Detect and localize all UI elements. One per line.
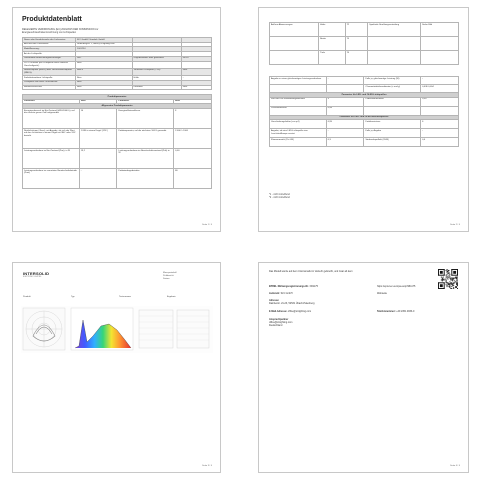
dimension-row-cell: Spektrale Strahlungsverteilung: [368, 23, 421, 37]
email-label: E-Mail-Adresse:: [269, 310, 288, 313]
led-net-row-cell: 0,95: [326, 120, 364, 129]
supplier-row-cell: NDLS: [181, 56, 211, 61]
parameter-row: [23, 149, 212, 169]
datasheet-page-3: [12, 262, 221, 473]
led-net-row-cell: Flimmermetrik (Pst LM): [270, 138, 327, 147]
led-net-row-cell: Falls ja, Angabe: [364, 129, 421, 138]
supplier-row-cell: Nein: [75, 61, 132, 68]
parameter-row-cell: 0,00: [174, 149, 212, 169]
supplier-row-cell: Lichtquelle mit hoher Leuchtdichte:: [23, 80, 76, 85]
parameter-row-cell: Farbtemperatur, auf die nächsten 100 K gerundet: [117, 129, 174, 149]
led-net-row-cell: Angabe, ob eine LED-Lichtquelle eine Leuchtstofflampe ersetzt: [270, 129, 327, 138]
led-net-row-cell: 0,3: [326, 138, 364, 147]
led-row-cell: 0,90: [421, 97, 459, 106]
country-value: Deutschland: [269, 324, 283, 327]
supplier-row-cell: Nein: [181, 68, 211, 75]
led-net-row: [270, 120, 459, 129]
address-label: Adresse:: [269, 299, 280, 302]
supplier-row-cell: 1001234: [75, 47, 132, 52]
parameter-row-cell: Nutzlichtstrom (Φuse), mit Angabe, ob sich der Wert auf den Lichtstrom in einem Kegel mit 360° oder 120° bezieht: [23, 129, 80, 149]
led-row-cell: 5: [326, 97, 364, 106]
supplier-row-cell: Gutenbergstr. 1, office@sl-lighting.com: [75, 42, 132, 47]
equivalent-row-cell: [326, 85, 364, 93]
supplier-label: Lieferant:: [269, 292, 280, 295]
led-row-cell: Lebensdauerfaktor: [364, 97, 421, 106]
contact-value[interactable]: office@sl-lighting.com: [269, 321, 293, 324]
equivalent-row-cell: [270, 85, 327, 93]
page-title: Produktdatenblatt: [22, 16, 82, 23]
product-parameters-table: [22, 94, 212, 189]
supplier-value: SLV GmbH: [280, 292, 293, 295]
supplier-row-cell: Modellkennung:: [23, 47, 76, 52]
parameter-row-cell: 3 000 / 4 000: [174, 129, 212, 149]
eprel-url[interactable]: https://eprel.ec.europa.eu/qr/961175: [377, 285, 416, 288]
led-net-row-cell: Farbkonsistenz: [364, 120, 421, 129]
parameter-row-cell: Leistungsaufnahme im vernetzten Bereitschaftsbetrieb (Pnet): [23, 169, 80, 189]
parameter-row-cell: Leistungsaufnahme im Ein-Zustand (Pon), in W: [23, 149, 80, 169]
page-number: Seite 3 / 4: [202, 465, 212, 468]
dimension-row-cell: [421, 37, 459, 51]
supplier-row: [23, 61, 212, 68]
supplier-row-cell: Farbabstimmbare Lichtquelle:: [23, 76, 76, 81]
supplier-row: [23, 85, 212, 90]
supplier-row-cell: Verwendete Beleuchtungstechnologie:: [23, 56, 76, 61]
dimension-row-cell: [421, 51, 459, 65]
website-label: Webseite: [377, 292, 387, 295]
supplier-row-cell: SLV GmbH / Handels GmbH: [75, 38, 132, 43]
parameter-row-cell: Energieverbrauch im Ein-Zustand (kWh/1000 h), auf die nächste ganze Zahl aufgerundet: [23, 109, 80, 129]
footnote-1: *1 - nicht zutreffend: [269, 193, 290, 196]
logo-text: INTERSOLID: [23, 271, 50, 276]
measurement-figures: [21, 306, 213, 353]
supplier-row-cell: Blendschutzschild:: [23, 85, 76, 90]
led-net-section-title: Parameter für LED- und OLED-Netzlichtquellen: [270, 115, 459, 120]
market-intro: Das Modell wurde auf dem Unionsmarkt in Verkehr gebracht, und zwar ab dem: [269, 270, 353, 273]
dimension-row-cell: Äußere Abmessungen: [270, 23, 319, 37]
col-header-parameter: Parameter: [23, 99, 80, 104]
parameter-row: [23, 129, 212, 149]
meta-line-1: Messprotokoll: [163, 272, 177, 274]
supplier-row-cell: Art der Lichtquelle:: [23, 52, 76, 57]
datasheet-page-2: [258, 7, 469, 232]
supplier-row: [23, 68, 212, 75]
email-value[interactable]: office@sl-lighting.com: [287, 310, 312, 313]
dimension-row-cell: [368, 37, 421, 51]
led-section-title: Parameter für LED- und OLED-Lichtquellen: [270, 93, 459, 98]
qr-code-icon[interactable]: [438, 269, 458, 289]
dimension-row-cell: [368, 51, 421, 65]
supplier-row-cell: Nein: [181, 85, 211, 90]
supplier-row-cell: Anschrift des Lieferanten:: [23, 42, 76, 47]
regulation-line-1: DELEGIERTE VERORDNUNG (EU) 2019/2015 DER KOMMISSION zur: [22, 28, 99, 31]
supplier-row-cell: NMLS: [75, 68, 132, 75]
spectrum-chart: [71, 308, 133, 350]
equivalent-power-table: [269, 76, 459, 147]
parameter-row-cell: 80: [174, 169, 212, 189]
led-net-row: [270, 129, 459, 138]
led-row-cell: [421, 106, 459, 115]
parameter-row-cell: Energieeffizienzklasse: [117, 109, 174, 129]
meta-line-3: Datum: [163, 278, 170, 280]
supplier-row-cell: Name oder Handelsmarke des Lieferanten:: [23, 38, 76, 43]
head-label-test: Testnummer: [119, 296, 132, 298]
equivalent-row: [270, 77, 459, 85]
equivalent-row-cell: Falls ja, gleichwertige Leistung (W): [364, 77, 421, 85]
supplier-row-cell: Nein: [75, 80, 132, 85]
led-row-cell: [364, 106, 421, 115]
measurement-tables: [139, 310, 209, 348]
sub-section-title: Allgemeine Produktparameter: [23, 104, 212, 109]
parameter-row-cell: F: [174, 109, 212, 129]
page-number: Seite 2 / 4: [450, 224, 460, 227]
page-number: Seite 1 / 4: [202, 224, 212, 227]
datasheet-page-1: [12, 7, 221, 232]
led-net-row-cell: 0,4: [421, 138, 459, 147]
eprel-label: EPREL-Wirkungsregistrierungs-Nr.:: [269, 285, 310, 288]
dimension-row-cell: Höhe: [319, 23, 345, 37]
led-row: [270, 97, 459, 106]
section-title: Produktparameter: [23, 95, 212, 100]
dimension-row-cell: 72: [345, 23, 368, 37]
phone-label: Telefonnummer:: [377, 310, 396, 313]
measurement-figures-svg: [21, 306, 213, 353]
brand-logo: [23, 272, 53, 280]
dimension-row-cell: Tiefe: [319, 51, 345, 65]
equivalent-row-cell: -: [326, 77, 364, 85]
parameter-row-cell: -: [79, 169, 117, 189]
dimension-row-cell: Siehe Bild: [421, 23, 459, 37]
led-row: [270, 106, 459, 115]
parameter-row-cell: 14: [79, 109, 117, 129]
equivalent-row-cell: 0,436 0,404: [421, 85, 459, 93]
dimension-row-cell: 74: [345, 51, 368, 65]
supplier-row-cell: Dimmbar:: [132, 85, 181, 90]
phone-value: +49 2451 4833-0: [396, 310, 415, 313]
datasheet-page-4: [258, 262, 469, 473]
led-row-cell: Lichtstromerhalt: [270, 106, 327, 115]
dimension-row-cell: [270, 51, 319, 65]
col-header-value: Wert: [79, 99, 117, 104]
dimensions-table: [269, 22, 459, 65]
supplier-row-cell: [132, 61, 181, 68]
supplier-row-cell: Vernetzte Lichtquelle (CLS):: [132, 68, 181, 75]
report-header-row: [23, 296, 209, 302]
meta-line-2: Prüfbericht: [163, 275, 174, 277]
parameter-row: [23, 109, 212, 129]
contact-label: Ansprechpartner: [269, 318, 289, 321]
polar-diagram: [23, 308, 65, 350]
supplier-row-cell: Hülle:: [132, 76, 181, 81]
dimension-row-cell: [270, 37, 319, 51]
dimension-row: [270, 51, 459, 65]
equivalent-row-cell: Chromatizitätskoordinaten (x und y): [364, 85, 421, 93]
regulation-line-2: Energieverbrauchskennzeichnung von Lichtquellen: [22, 31, 77, 34]
equivalent-row-cell: Angabe zu einer gleichwertigen Leistungsaufnahme: [270, 77, 327, 85]
led-net-row-cell: Stroboskopeffekt (SVM): [364, 138, 421, 147]
parameter-row-cell: 13,2: [79, 149, 117, 169]
led-net-row-cell: Verschiebungsfaktor (cos φ1): [270, 120, 327, 129]
parameter-row-cell: Leistungsaufnahme im Bereitschaftszustand (Psb) in W: [117, 149, 174, 169]
logo-subtext: ELECTRONIC LIGHTING: [23, 276, 42, 278]
dimension-row: [270, 23, 459, 37]
supplier-row-cell: Netzlichtquelle (NMLS) bzw. Nicht-Netzlichtquelle (NMLS):: [23, 68, 76, 75]
equivalent-row-cell: -: [421, 77, 459, 85]
col-header-parameter-2: Parameter: [117, 99, 174, 104]
parameter-row-cell: Farbwiedergabeindex: [117, 169, 174, 189]
supplier-table: [22, 37, 212, 90]
eprel-value: 961175: [310, 285, 318, 288]
equivalent-row: [270, 85, 459, 93]
head-label-result: Ergebnis: [167, 296, 176, 298]
dimension-row-cell: Breite: [319, 37, 345, 51]
head-label-type: Typ: [71, 296, 75, 298]
page-number: Seite 4 / 4: [450, 465, 460, 468]
address-value: Daimlerstr. 21-23, 52531 Übach-Palenberg: [269, 302, 315, 305]
led-net-row-cell: -: [421, 129, 459, 138]
supplier-row-cell: LED: [75, 56, 132, 61]
led-net-row-cell: -: [326, 129, 364, 138]
led-net-row-cell: 6: [421, 120, 459, 129]
supplier-row-cell: Nein: [75, 85, 132, 90]
dimension-row-cell: 74: [345, 37, 368, 51]
led-row-cell: Wert des R9-Farbwiedergabeindex: [270, 97, 327, 106]
supplier-row-cell: Ungebündeltes oder gebündelt:: [132, 56, 181, 61]
parameter-row-cell: 1 680 in einem Kegel (120°): [79, 129, 117, 149]
led-net-row: [270, 138, 459, 147]
supplier-row-cell: [181, 61, 211, 68]
supplier-row-cell: Nein: [75, 76, 132, 81]
led-row-cell: 0,96: [326, 106, 364, 115]
parameter-row: [23, 169, 212, 189]
supplier-row-cell: LLCC-Scheibe (bei Lichtquelle ohne externes Vorschaltgerät):: [23, 61, 76, 68]
head-label-product: Produkt: [23, 296, 31, 298]
col-header-value-2: Wert: [174, 99, 212, 104]
supplier-row-cell: -: [181, 76, 211, 81]
footnote-2: *2 - nicht zutreffend: [269, 196, 290, 199]
dimension-row: [270, 37, 459, 51]
